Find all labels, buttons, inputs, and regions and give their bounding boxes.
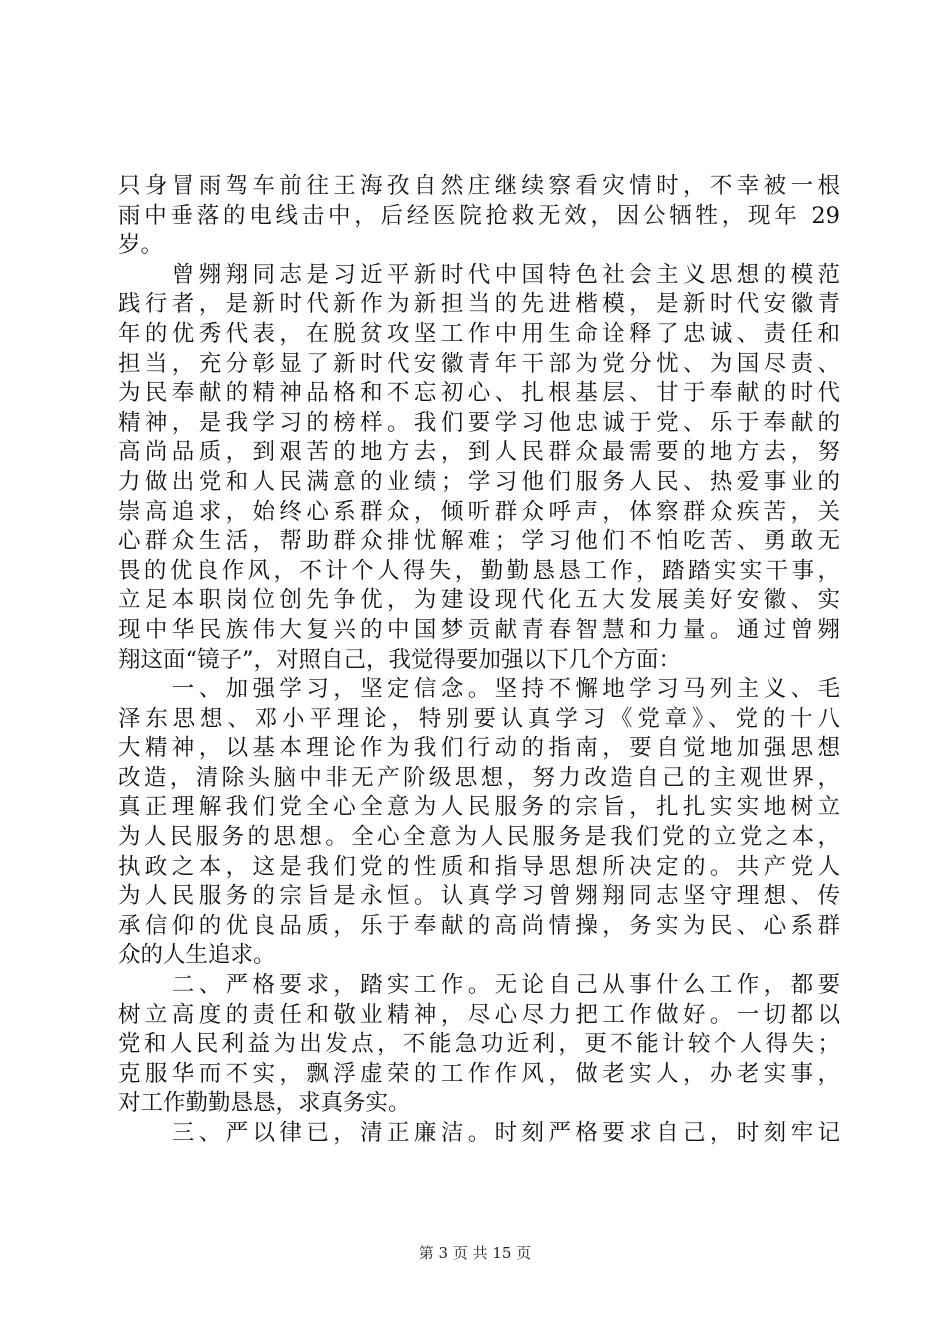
text-line: 只身冒雨驾车前往王海孜自然庄继续察看灾情时，不幸被一根 (118, 173, 840, 199)
text-line: 精神，是我学习的榜样。我们要学习他忠诚于党、乐于奉献的 (118, 409, 840, 436)
text-line: 为人民服务的思想。全心全意为人民服务是我们党的立党之本， (118, 824, 840, 851)
text-line: 雨中垂落的电线击中，后经医院抢救无效，因公牺牲，现年 29 (118, 202, 840, 229)
text-line: 真正理解我们党全心全意为人民服务的宗旨，扎扎实实地树立 (118, 794, 840, 821)
text-line: 对工作勤勤恳恳，求真务实。 (118, 1090, 411, 1117)
page-number: 第 3 页 共 15 页 (418, 1244, 532, 1262)
page-footer (0, 1243, 950, 1263)
text-line: 克服华而不实，飘浮虚荣的工作作风，做老实人，办老实事， (118, 1060, 840, 1087)
text-line: 现中华民族伟大复兴的中国梦贡献青春智慧和力量。通过曾翙 (118, 616, 840, 643)
text-line: 畏的优良作风，不计个人得失，勤勤恳恳工作，踏踏实实干事， (118, 557, 840, 584)
text-line: 执政之本，这是我们党的性质和指导思想所决定的。共产党人 (118, 853, 840, 880)
text-line: 二、严格要求，踏实工作。无论自己从事什么工作，都要 (118, 972, 840, 999)
text-line: 曾翙翔同志是习近平新时代中国特色社会主义思想的模范 (118, 261, 840, 288)
text-line: 岁。 (118, 232, 164, 259)
text-line: 翔这面“镜子”，对照自己，我觉得要加强以下几个方面： (118, 646, 682, 673)
text-line: 心群众生活，帮助群众排忧解难；学习他们不怕吃苦、勇敢无 (118, 528, 840, 555)
text-line: 党和人民利益为出发点，不能急功近利，更不能计较个人得失； (118, 1031, 840, 1058)
body-text (118, 172, 840, 1149)
text-line: 践行者，是新时代新作为新担当的先进楷模，是新时代安徽青 (118, 291, 840, 318)
text-line: 承信仰的优良品质，乐于奉献的高尚情操，务实为民、心系群 (118, 912, 840, 939)
text-line: 改造，清除头脑中非无产阶级思想，努力改造自己的主观世界， (118, 764, 840, 791)
text-line: 年的优秀代表，在脱贫攻坚工作中用生命诠释了忠诚、责任和 (118, 320, 840, 347)
text-line: 为民奉献的精神品格和不忘初心、扎根基层、甘于奉献的时代 (118, 380, 840, 407)
text-line: 大精神，以基本理论作为我们行动的指南，要自觉地加强思想 (118, 735, 840, 762)
text-line: 一、加强学习，坚定信念。坚持不懈地学习马列主义、毛 (118, 676, 840, 703)
text-line: 泽东思想、邓小平理论，特别要认真学习《党章》、党的十八 (118, 705, 840, 732)
text-line: 担当，充分彰显了新时代安徽青年干部为党分忧、为国尽责、 (118, 350, 840, 377)
text-line: 众的人生追求。 (118, 942, 276, 969)
text-line: 高尚品质，到艰苦的地方去，到人民群众最需要的地方去，努 (118, 439, 840, 466)
text-line: 为人民服务的宗旨是永恒。认真学习曾翙翔同志坚守理想、传 (118, 883, 840, 910)
text-line: 立足本职岗位创先争优，为建设现代化五大发展美好安徽、实 (118, 587, 840, 614)
text-line: 树立高度的责任和敬业精神，尽心尽力把工作做好。一切都以 (118, 1001, 840, 1028)
text-line: 力做出党和人民满意的业绩；学习他们服务人民、热爱事业的 (118, 468, 840, 495)
text-line: 崇高追求，始终心系群众，倾听群众呼声，体察群众疾苦，关 (118, 498, 840, 525)
text-line: 三、严以律已，清正廉洁。时刻严格要求自己，时刻牢记 (118, 1120, 840, 1146)
